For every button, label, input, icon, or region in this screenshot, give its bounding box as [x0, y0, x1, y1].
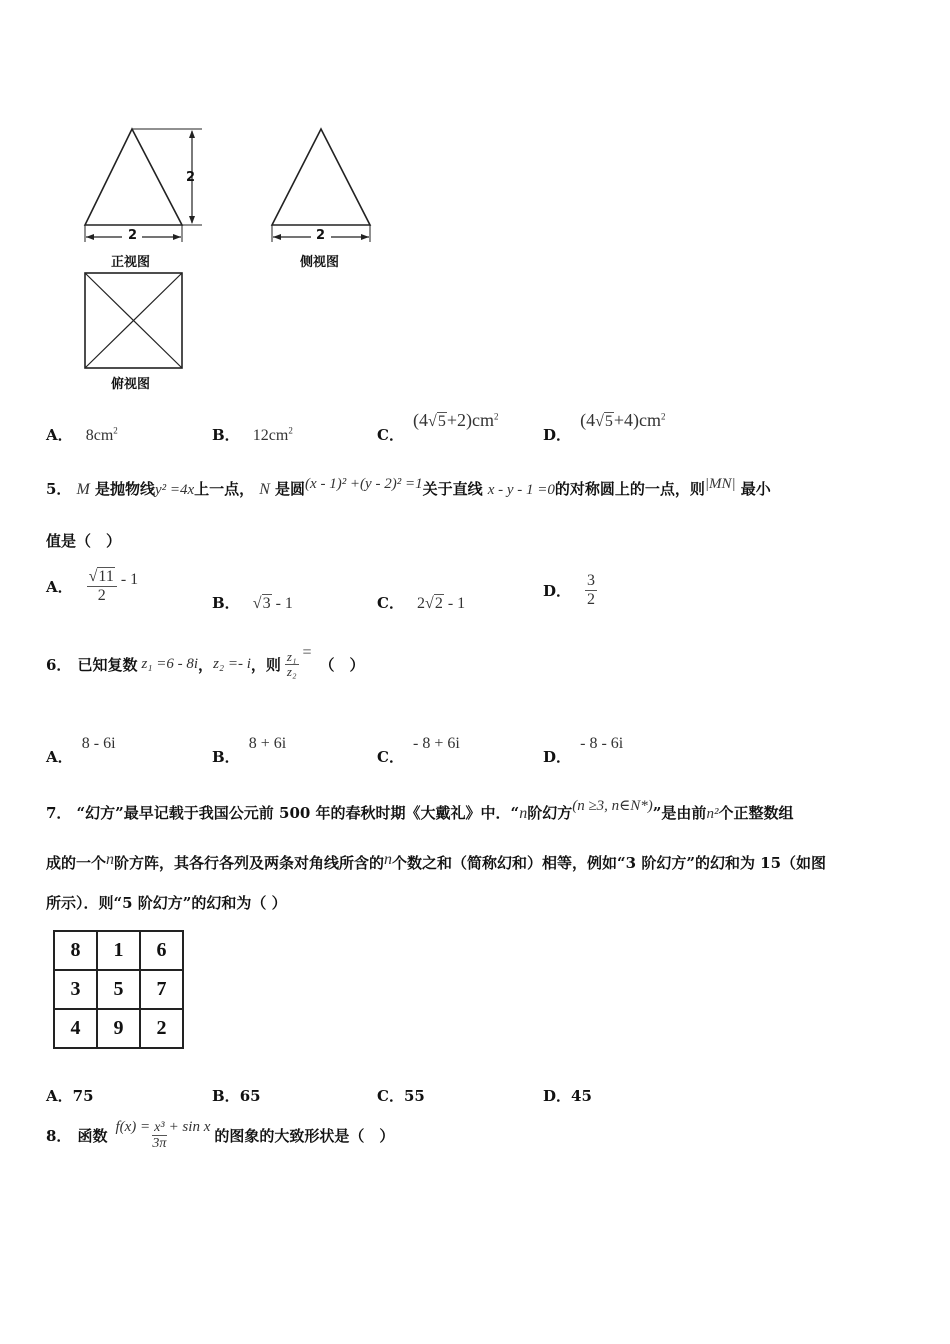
question-text: 成的一个 — [46, 854, 107, 872]
option-den: 2 — [587, 590, 596, 608]
option-label: D． — [543, 581, 572, 600]
question-5-line2: 值是（ ） — [46, 532, 122, 550]
option-value: 8cm — [85, 427, 114, 444]
math-var: n — [106, 851, 115, 868]
magic-cell: 9 — [97, 1009, 140, 1048]
q7-option-b[interactable] — [212, 1085, 261, 1106]
question-number: 8． — [46, 1127, 72, 1146]
option-value: 45 — [571, 1087, 592, 1105]
question-text: 的图象的大致形状是（ ） — [214, 1127, 395, 1146]
question-number: 6． — [46, 656, 72, 675]
question-text: 是圆 — [275, 480, 306, 498]
math-expr: x - y - 1 =0 — [487, 482, 555, 498]
option-num: 3 — [587, 572, 596, 589]
question-text: 函数 — [77, 1127, 108, 1146]
magic-cell: 7 — [140, 970, 183, 1009]
option-rad: 5 — [437, 413, 446, 430]
question-7-line2 — [46, 852, 826, 873]
front-view-label: 正视图 — [111, 255, 151, 270]
option-value: - 8 + 6i — [413, 735, 460, 752]
option-value: 12cm — [252, 427, 289, 444]
math-expr: f(x) = — [115, 1119, 151, 1136]
math-expr: |MN| — [704, 476, 736, 492]
question-text: 阶幻方 — [527, 804, 573, 822]
q6-option-d[interactable] — [543, 732, 624, 766]
question-text: ”是由前 — [652, 804, 707, 822]
magic-square — [53, 930, 184, 1049]
dim-base-front-label: 2 — [128, 228, 138, 243]
option-value: 8 + 6i — [248, 735, 287, 752]
q4-option-d[interactable]: D． $(4√5+4)cm^2$ — [543, 410, 666, 444]
math-expr: z₂ =- i — [213, 656, 251, 673]
question-text: ， — [198, 656, 214, 675]
q4-option-a[interactable] — [46, 424, 118, 445]
math-expr: z₁ =6 - 8i — [141, 656, 199, 673]
math-var: N — [259, 481, 270, 498]
q6-option-b[interactable] — [212, 732, 287, 766]
q7-option-d[interactable] — [543, 1085, 592, 1106]
magic-cell: 3 — [54, 970, 97, 1009]
math-expr: y² =4x — [154, 482, 195, 498]
option-label: A． — [46, 577, 73, 596]
option-rad: 5 — [604, 413, 613, 430]
q6-option-c[interactable] — [377, 732, 460, 766]
math-var: n — [519, 805, 528, 822]
question-text: 最小 — [740, 480, 771, 498]
question-text: 阶方阵，其各行各列及两条对角线所含的 — [114, 854, 385, 872]
option-label: D． — [543, 1087, 572, 1105]
question-text: 个数之和（简称幻和）相等，例如“3 阶幻方”的幻和为 15（如图 — [392, 854, 827, 872]
question-8 — [46, 1120, 394, 1152]
option-label: A． — [46, 748, 73, 766]
question-6 — [46, 643, 365, 680]
q4-option-b[interactable] — [212, 424, 293, 445]
math-expr: (n ≥3, n∈N*) — [572, 798, 653, 814]
option-value: 65 — [239, 1087, 261, 1105]
option-label: C． — [377, 1087, 404, 1105]
frac-den: z₂ — [286, 664, 297, 680]
option-sup: 2 — [113, 425, 118, 436]
question-5-line1 — [46, 478, 906, 499]
dim-height-label: 2 — [186, 170, 196, 185]
math-var: n — [384, 851, 393, 868]
option-sup: 2 — [288, 425, 293, 436]
option-pre: (4 — [413, 410, 429, 430]
frac-num: z₁ — [286, 649, 297, 664]
option-label: D． — [543, 748, 572, 766]
magic-cell: 4 — [54, 1009, 97, 1048]
side-view-triangle — [272, 129, 370, 225]
option-post: +2)cm — [446, 410, 494, 430]
question-text: 关于直线 — [422, 480, 483, 498]
magic-cell: 5 — [97, 970, 140, 1009]
question-blank: （ ） — [319, 656, 365, 675]
option-label: A． — [46, 1087, 73, 1105]
question-text: 上一点， — [194, 480, 255, 498]
q6-option-a[interactable] — [46, 732, 116, 766]
question-text: 已知复数 — [77, 656, 138, 675]
q5-option-a[interactable]: A． $\frac{√11}{2}$ - 1 — [46, 568, 139, 604]
option-label: B． — [212, 1087, 240, 1105]
math-expr: + sin x — [168, 1119, 211, 1136]
question-text: 个正整数组 — [718, 804, 794, 822]
option-label: A． — [46, 426, 73, 444]
q7-option-c[interactable] — [377, 1085, 425, 1106]
question-text: “幻方”最早记载于我国公元前 500 年的春秋时期《大戴礼》中．“ — [76, 804, 520, 822]
magic-cell: 2 — [140, 1009, 183, 1048]
math-expr: n² — [706, 806, 719, 822]
magic-cell: 8 — [54, 931, 97, 970]
math-eq: = — [302, 643, 312, 661]
question-text: 的对称圆上的一点，则 — [554, 480, 705, 498]
option-post: - 1 — [447, 595, 466, 612]
option-sup: 2 — [493, 411, 499, 422]
option-rad: 11 — [98, 568, 114, 585]
table-row — [54, 931, 183, 970]
option-label: C． — [377, 426, 404, 444]
option-label: C． — [377, 594, 404, 612]
option-post: +4)cm — [613, 410, 662, 430]
math-expr: (x - 1)² +(y - 2)² =1 — [305, 476, 423, 492]
option-post: - 1 — [275, 595, 293, 612]
question-number: 5． — [46, 480, 72, 498]
top-view-label: 俯视图 — [111, 377, 151, 392]
q5-option-c[interactable]: C． 2√2 - 1 — [377, 594, 466, 612]
option-rad: 2 — [434, 595, 443, 612]
option-value: 8 - 6i — [81, 735, 116, 752]
q7-option-a[interactable] — [46, 1085, 94, 1106]
q5-option-b[interactable]: B． √3 - 1 — [212, 594, 293, 612]
option-value: 75 — [72, 1087, 94, 1105]
question-7-line3: 所示）．则“5 阶幻方”的幻和为（ ） — [46, 894, 287, 912]
option-den: 2 — [97, 586, 106, 604]
front-view-triangle — [85, 129, 182, 225]
magic-cell: 6 — [140, 931, 183, 970]
option-label: D． — [543, 426, 572, 444]
frac-den: 3π — [152, 1136, 167, 1152]
side-view-label: 侧视图 — [300, 255, 340, 270]
option-label: B． — [212, 748, 240, 766]
option-pre: 2 — [417, 595, 426, 612]
option-sup: 2 — [661, 411, 666, 422]
option-pre: (4 — [580, 410, 596, 430]
question-number: 7． — [46, 804, 72, 822]
question-text: ，则 — [250, 656, 281, 675]
q5-option-d[interactable] — [543, 572, 597, 608]
option-value: 55 — [403, 1087, 425, 1105]
option-label: B． — [212, 594, 240, 612]
q4-option-c[interactable]: C． $(4√5+2)cm^2$ — [377, 410, 499, 444]
math-var: M — [76, 481, 90, 498]
question-7-line1 — [46, 798, 794, 823]
table-row — [54, 1009, 183, 1048]
option-label: C． — [377, 748, 404, 766]
option-post: - 1 — [120, 571, 139, 589]
option-label: B． — [212, 426, 240, 444]
option-value: - 8 - 6i — [580, 735, 624, 752]
question-text: 是抛物线 — [94, 480, 155, 498]
frac-num: x³ — [154, 1120, 165, 1135]
magic-cell: 1 — [97, 931, 140, 970]
option-rad: 3 — [262, 595, 271, 612]
table-row — [54, 970, 183, 1009]
dim-base-side-label: 2 — [316, 228, 326, 243]
